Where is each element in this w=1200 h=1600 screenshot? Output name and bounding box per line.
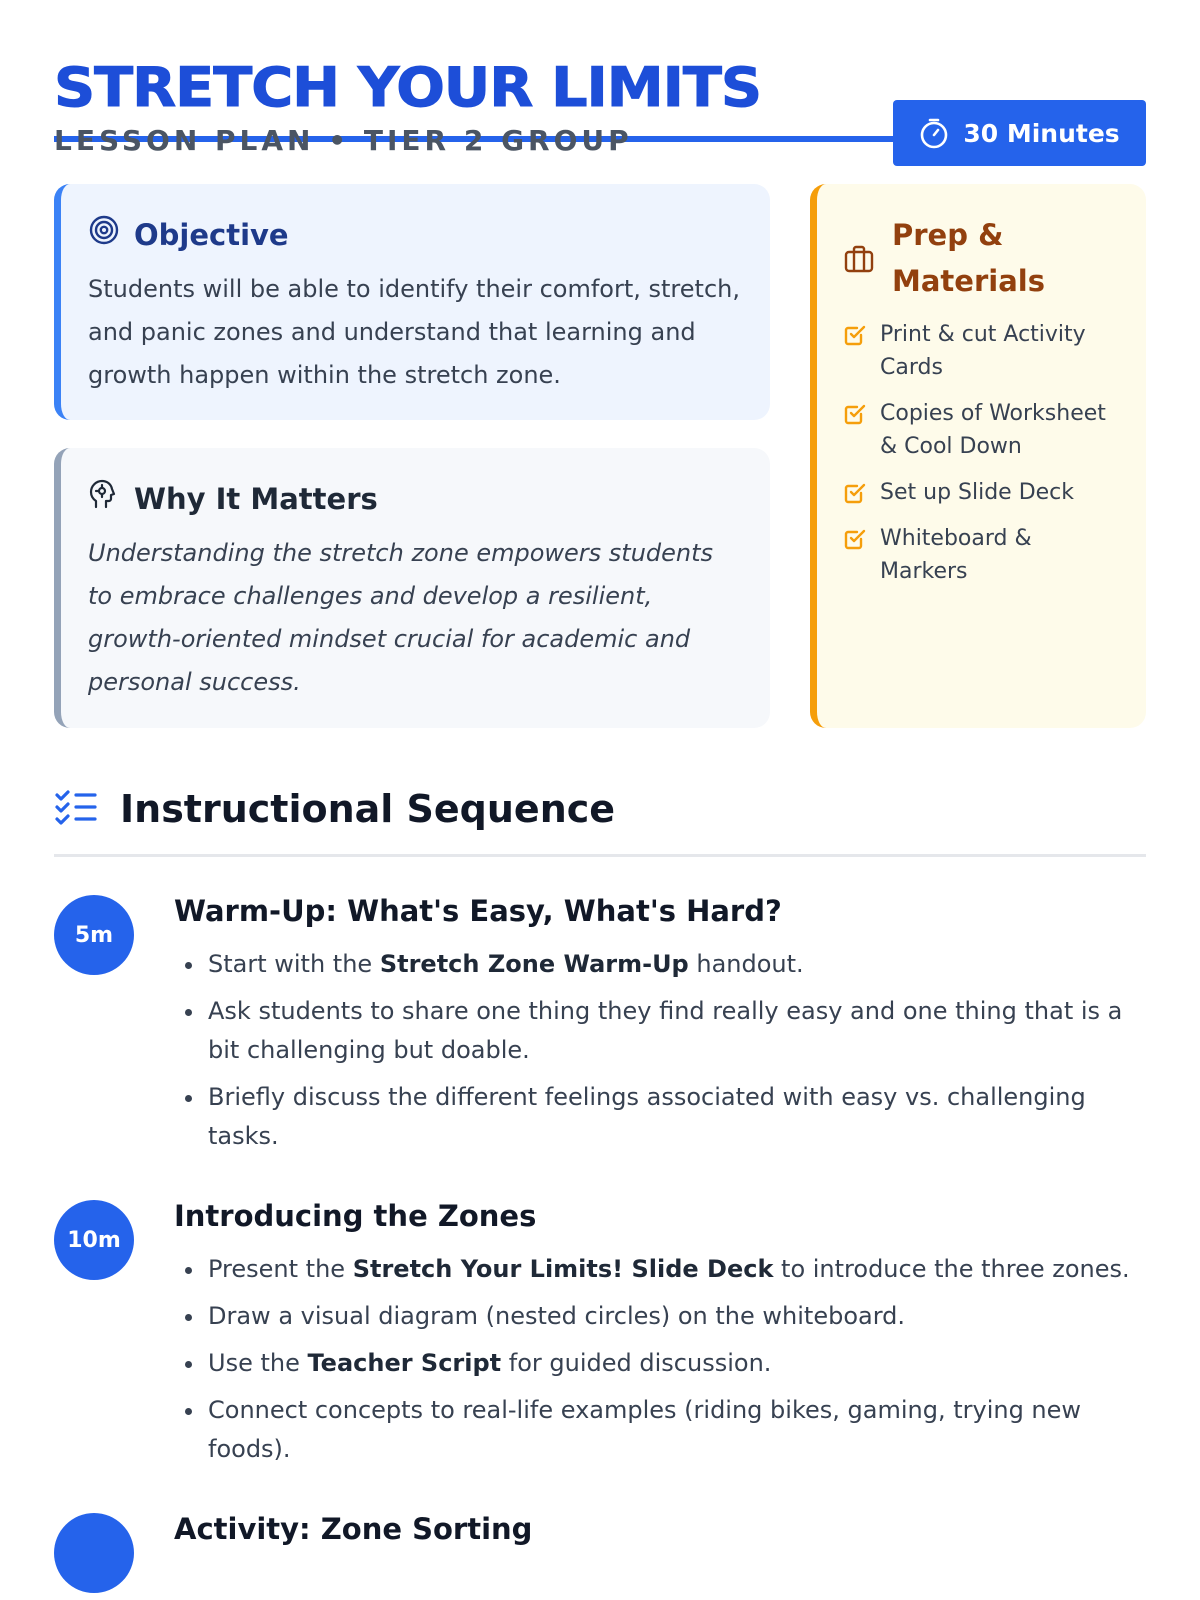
why-text: Understanding the stretch zone empowers students to embrace challenges and develop a resilient, growth-oriented mindset crucial for academic and personal success.	[88, 539, 714, 696]
step-title: Introducing the Zones	[174, 1199, 537, 1233]
checkbox-icon	[844, 482, 866, 504]
sequence-title: Instructional Sequence	[120, 787, 616, 831]
list-item	[206, 945, 1146, 984]
overview-cards	[54, 184, 1146, 728]
objective-title: Objective	[134, 218, 289, 252]
bullet-text: Start with the	[208, 950, 380, 978]
list-item	[844, 397, 1126, 463]
list-item	[206, 1250, 1146, 1289]
list-item	[206, 1391, 1146, 1469]
step-list	[54, 895, 1146, 1593]
bullet-text: Present the	[208, 1255, 353, 1283]
page-title: STRETCH YOUR LIMITS	[54, 56, 762, 119]
sequence-step	[54, 895, 1146, 1164]
material-label: Copies of Worksheet & Cool Down	[880, 401, 1106, 459]
list-item	[844, 476, 1126, 509]
stopwatch-icon	[919, 117, 949, 149]
bullet-text: to introduce the three zones.	[773, 1255, 1130, 1283]
header	[54, 0, 1146, 157]
prep-title: Prep & Materials	[892, 218, 1045, 298]
material-label: Set up Slide Deck	[880, 480, 1075, 505]
bullet-text: Briefly discuss the different feelings associated with easy vs. challenging tasks.	[208, 1083, 1086, 1150]
step-title: Activity: Zone Sorting	[174, 1512, 533, 1546]
step-bullets	[174, 1250, 1146, 1469]
sequence-heading	[54, 786, 1146, 857]
why-heading	[88, 478, 742, 520]
head-idea-icon	[88, 478, 120, 520]
bullet-text: Connect concepts to real-life examples (riding bikes, gaming, trying new foods).	[208, 1396, 1082, 1463]
checkbox-icon	[844, 324, 866, 346]
bullet-text: Ask students to share one thing they find really easy and one thing that is a bit challenging but doable.	[208, 997, 1123, 1064]
step-duration-badge	[54, 1513, 134, 1593]
material-label: Whiteboard & Markers	[880, 526, 1032, 584]
checklist-icon	[54, 789, 98, 829]
step-bullets	[174, 945, 1146, 1156]
bullet-text: for guided discussion.	[501, 1349, 772, 1377]
prep-materials-card	[810, 184, 1146, 728]
step-title: Warm-Up: What's Easy, What's Hard?	[174, 894, 782, 928]
materials-list	[844, 318, 1126, 588]
why-title: Why It Matters	[134, 482, 378, 516]
duration-label: 30 Minutes	[963, 118, 1120, 148]
checkbox-icon	[844, 403, 866, 425]
bullet-text: handout.	[688, 950, 804, 978]
briefcase-icon	[844, 240, 874, 286]
step-content	[174, 1513, 1146, 1593]
resource-name: Stretch Your Limits! Slide Deck	[352, 1255, 774, 1283]
page-subtitle: LESSON PLAN • TIER 2 GROUP	[54, 124, 633, 157]
list-item	[206, 1297, 1146, 1336]
list-item	[844, 522, 1126, 588]
bullet-text: Use the	[208, 1349, 308, 1377]
target-icon	[88, 214, 120, 256]
objective-card	[54, 184, 770, 420]
list-item	[206, 992, 1146, 1070]
step-duration-badge: 10m	[54, 1200, 134, 1280]
list-item	[206, 1078, 1146, 1156]
objective-text: Students will be able to identify their comfort, stretch, and panic zones and understand that learning and growth happen within the stretch zone.	[88, 275, 740, 389]
step-content	[174, 895, 1146, 1164]
duration-badge	[893, 100, 1146, 166]
list-item	[206, 1344, 1146, 1383]
checkbox-icon	[844, 528, 866, 550]
step-content	[174, 1200, 1146, 1477]
resource-name: Stretch Zone Warm-Up	[379, 950, 689, 978]
objective-heading	[88, 214, 742, 256]
sequence-step	[54, 1200, 1146, 1477]
prep-heading	[844, 212, 1126, 304]
sequence-step	[54, 1513, 1146, 1593]
material-label: Print & cut Activity Cards	[880, 322, 1086, 380]
list-item	[844, 318, 1126, 384]
why-it-matters-card	[54, 448, 770, 728]
bullet-text: Draw a visual diagram (nested circles) on the whiteboard.	[208, 1302, 906, 1330]
resource-name: Teacher Script	[307, 1349, 502, 1377]
step-duration-badge: 5m	[54, 895, 134, 975]
